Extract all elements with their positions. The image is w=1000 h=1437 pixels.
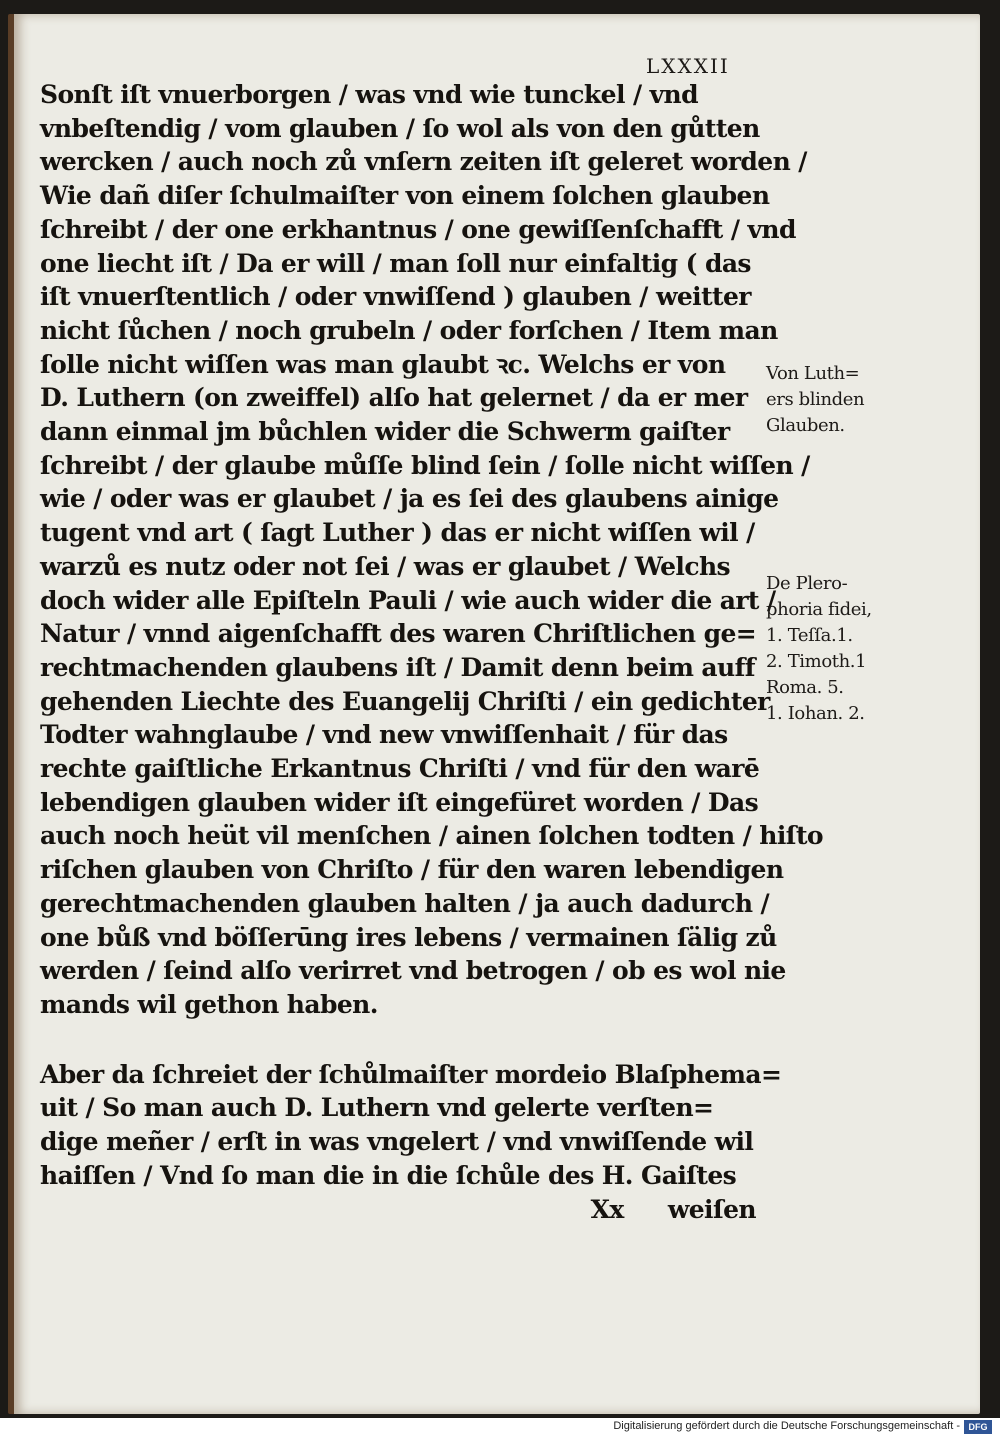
text-line: nicht ſůchen / noch grubeln / oder forſchen / Item man: [40, 315, 778, 345]
marginal-line: ers blinden: [766, 389, 865, 410]
text-line: dann einmal jm bůchlen wider die Schwerm gaiſter: [40, 417, 730, 447]
text-line: warzů es nutz oder not ſei / was er glaubet / Welchs: [40, 551, 731, 581]
text-line: ſchreibt / der one erkhantnus / one gewiſſenſchafft / vnd: [40, 214, 796, 244]
text-line: rechte gaiſtliche Erkantnus Chriſti / vnd für den warē: [40, 754, 760, 784]
catchword: weiſen: [667, 1194, 756, 1224]
folio-number: LXXXII: [646, 54, 730, 78]
text-line: ſolle nicht wiſſen was man glaubt ꝛc. Welchs er von: [40, 349, 726, 379]
marginal-note-luther: [766, 361, 906, 439]
text-line: wie / oder was er glaubet / ja es ſei des glaubens ainige: [40, 484, 779, 514]
marginal-line: phoria fidei,: [766, 599, 872, 620]
marginal-note-references: [766, 571, 906, 727]
text-line: iſt vnuerſtentlich / oder vnwiſſend ) glauben / weitter: [40, 282, 751, 312]
text-line: rechtmachenden glaubens iſt / Damit denn beim auff: [40, 652, 755, 682]
text-line: D. Luthern (on zweiffel) alſo hat gelernet / da er mer: [40, 383, 748, 413]
text-line: uit / So man auch D. Luthern vnd gelerte verſten=: [40, 1093, 714, 1123]
text-line: mands wil gethon haben.: [40, 989, 378, 1019]
marginal-line: 1. Iohan. 2.: [766, 703, 865, 724]
text-line: one liecht iſt / Da er will / man ſoll nur einfaltig ( das: [40, 248, 751, 278]
text-line: wercken / auch noch zů vnſern zeiten iſt geleret worden /: [40, 147, 807, 177]
marginal-line: 1. Teſſa.1.: [766, 625, 853, 646]
text-line: Wie dañ diſer ſchulmaiſter von einem ſolchen glauben: [40, 181, 770, 211]
paragraph-2: [40, 1058, 780, 1193]
marginal-line: De Plero-: [766, 573, 848, 594]
text-line: lebendigen glauben wider iſt eingefüret worden / Das: [40, 787, 759, 817]
paragraph-gap: [40, 1022, 780, 1058]
marginal-line: 2. Timoth.1: [766, 651, 867, 672]
marginal-line: Roma. 5.: [766, 677, 844, 698]
text-line: Natur / vnnd aigenſchafft des waren Chriſtlichen ge=: [40, 619, 757, 649]
text-line: Todter wahnglaube / vnd new vnwiſſenhait / für das: [40, 720, 728, 750]
catchword-line: [40, 1193, 780, 1227]
funding-credit: Digitalisierung gefördert durch die Deutsche Forschungsgemeinschaft -: [613, 1420, 960, 1432]
text-line: tugent vnd art ( ſagt Luther ) das er nicht wiſſen wil /: [40, 518, 755, 548]
text-line: Aber da ſchreiet der ſchůlmaiſter mordeio Blaſphema=: [40, 1059, 782, 1089]
text-line: ſchreibt / der glaube můſſe blind ſein / ſolle nicht wiſſen /: [40, 450, 810, 480]
text-line: haiſſen / Vnd ſo man die in die ſchůle des H. Gaiſtes: [40, 1160, 737, 1190]
footer-bar: [0, 1418, 1000, 1437]
text-line: vnbeſtendig / vom glauben / ſo wol als von den gůtten: [40, 113, 760, 143]
marginal-line: Glauben.: [766, 415, 845, 436]
signature-mark: Xx: [590, 1194, 624, 1224]
text-line: gerechtmachenden glauben halten / ja auch dadurch /: [40, 888, 770, 918]
dfg-logo: DFG: [964, 1420, 992, 1434]
text-line: auch noch heüt vil menſchen / ainen ſolchen todten / hiſto: [40, 821, 823, 851]
text-line: werden / ſeind alſo verirret vnd betrogen / ob es wol nie: [40, 956, 786, 986]
text-line: dige meñer / erſt in was vngelert / vnd vnwiſſende wil: [40, 1127, 754, 1157]
book-page: [8, 14, 980, 1414]
text-line: Sonſt iſt vnuerborgen / was vnd wie tunckel / vnd: [40, 80, 698, 109]
text-line: gehenden Liechte des Euangelij Chriſti / ein gedichter: [40, 686, 770, 716]
text-line: one bůß vnd böſſerūng ires lebens / vermainen ſälig zů: [40, 922, 777, 952]
marginal-line: Von Luth=: [766, 363, 860, 384]
text-line: doch wider alle Epiſteln Pauli / wie auch wider die art /: [40, 585, 776, 615]
text-line: riſchen glauben von Chriſto / für den waren lebendigen: [40, 855, 784, 885]
